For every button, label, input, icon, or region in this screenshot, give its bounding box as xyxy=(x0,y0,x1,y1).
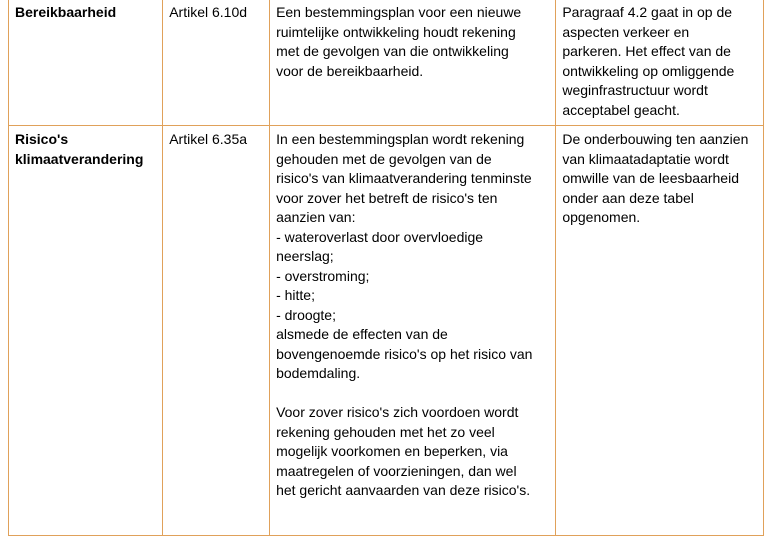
response-line: opgenomen. xyxy=(562,209,641,225)
rule-line: In een bestemmingsplan wordt rekening xyxy=(276,131,525,147)
rule-line: - hitte; xyxy=(276,287,315,303)
rule-line: bodemdaling. xyxy=(276,365,361,381)
rule-line: - droogte; xyxy=(276,306,336,323)
response-cell xyxy=(556,0,764,126)
rule-line: maatregelen of voorzieningen, dan wel xyxy=(276,462,517,479)
rule-line: risico's van klimaatverandering tenminste xyxy=(276,170,532,186)
response-line: omwille van de leesbaarheid xyxy=(562,170,739,186)
response-line: van klimaatadaptatie wordt xyxy=(562,150,729,167)
rule-line: rekening gehouden met het zo veel xyxy=(276,423,495,440)
article-text: Artikel 6.10d xyxy=(169,4,248,20)
topic-text: Risico's xyxy=(15,131,69,147)
rule-line: bovengenoemde risico's op het risico van xyxy=(276,345,533,362)
rule-line: gehouden met de gevolgen van de xyxy=(276,150,492,167)
rule-line: voor zover het betreft de risico's ten xyxy=(276,189,498,206)
rule-line: ruimtelijke ontwikkeling houdt rekening xyxy=(276,23,516,40)
rule-line: alsmede de effecten van de xyxy=(276,326,448,342)
requirements-table xyxy=(8,0,764,536)
response-line: parkeren. Het effect van de xyxy=(562,43,731,59)
rule-line: - wateroverlast door overvloedige xyxy=(276,228,484,245)
rule-cell xyxy=(270,126,556,536)
rule-cell xyxy=(270,0,556,126)
rule-line: aanzien van: xyxy=(276,209,356,225)
article-text: Artikel 6.35a xyxy=(169,131,248,147)
rule-line: voor de bereikbaarheid. xyxy=(276,62,424,79)
topic-cell xyxy=(9,0,163,126)
rule-line: neerslag; xyxy=(276,248,334,264)
rule-line: het gericht aanvaarden van deze risico's. xyxy=(276,482,531,498)
response-line: acceptabel geacht. xyxy=(562,101,680,118)
response-line: weginfrastructuur wordt xyxy=(562,82,708,98)
topic-text: Bereikbaarheid xyxy=(15,4,117,20)
table-row xyxy=(9,0,764,126)
response-line: De onderbouwing ten aanzien xyxy=(562,131,749,147)
rule-line: mogelijk voorkomen en beperken, via xyxy=(276,443,508,459)
article-cell xyxy=(163,126,270,536)
response-line: ontwikkeling op omliggende xyxy=(562,62,735,79)
rule-line: Voor zover risico's zich voordoen wordt xyxy=(276,404,519,420)
response-line: aspecten verkeer en xyxy=(562,23,690,40)
table-row xyxy=(9,126,764,536)
topic-text: klimaatverandering xyxy=(15,150,144,167)
article-cell xyxy=(163,0,270,126)
rule-line: Een bestemmingsplan voor een nieuwe xyxy=(276,4,522,20)
rule-line: met de gevolgen van die ontwikkeling xyxy=(276,43,509,59)
response-line: Paragraaf 4.2 gaat in op de xyxy=(562,4,733,20)
paragraph-gap xyxy=(276,384,549,404)
response-line: onder aan deze tabel xyxy=(562,189,694,206)
topic-cell xyxy=(9,126,163,536)
response-cell xyxy=(556,126,764,536)
rule-line: - overstroming; xyxy=(276,267,370,284)
